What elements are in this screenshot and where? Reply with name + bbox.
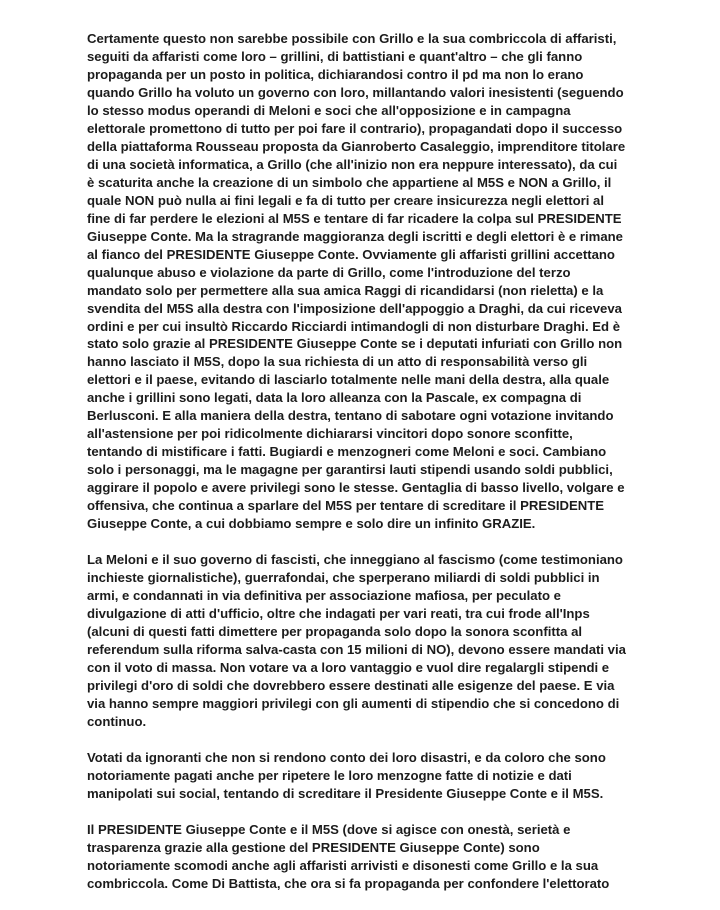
- text-line: anche i grillini sono legati, data la loro alleanza con la Pascale, ex compagna di: [87, 390, 582, 406]
- text-line: trasparenza grazie alla gestione del PRESIDENTE Giuseppe Conte) sono: [87, 839, 540, 855]
- text-line: tentando di mistificare i fatti. Bugiardi e menzogneri come Meloni e soci. Cambiano: [87, 444, 607, 460]
- text-line: Giuseppe Conte. Ma la stragrande maggioranza degli iscritti e degli elettori è e rimane: [87, 228, 623, 244]
- text-line: propaganda per un posto in politica, dichiarandosi contro il pd ma non lo erano: [87, 66, 584, 82]
- text-line: notoriamente pagati anche per ripetere le loro menzogne fatte di notizie e dati: [87, 767, 572, 783]
- text-line: lo stesso modus operandi di Meloni e soci che all'opposizione e in campagna: [87, 102, 571, 118]
- text-line: seguiti da affaristi come loro – grillini, di battistiani e quant'altro – che gli fanno: [87, 48, 583, 64]
- text-line: La Meloni e il suo governo di fascisti, che inneggiano al fascismo (come testimoniano: [87, 552, 623, 568]
- text-line: via hanno sempre maggiori privilegi con gli aumenti di stipendio che si concedono di: [87, 695, 620, 711]
- text-line: (alcuni di questi fatti dimettere per propaganda solo dopo la sonora sconfitta al: [87, 623, 583, 639]
- text-line: elettori e il paese, evitando di lasciarlo totalmente nelle mani della destra, alla quale: [87, 372, 610, 388]
- text-line: inchieste giornalistiche), guerrafondai, che sperperano miliardi di soldi pubblici in: [87, 570, 600, 586]
- paragraph-2: [87, 551, 639, 731]
- text-line: Il PRESIDENTE Giuseppe Conte e il M5S (dove si agisce con onestà, serietà e: [87, 821, 571, 837]
- text-line: continuo.: [87, 713, 147, 729]
- text-line: aggirare il popolo e avere privilegi sono le stesse. Gentaglia di basso livello, volgare e: [87, 480, 625, 496]
- document-body: [87, 30, 639, 910]
- text-line: mandato solo per permettere alla sua amica Raggi di ricandidarsi (non rieletta) e la: [87, 282, 604, 298]
- text-line: di una società informatica, a Grillo (che all'inizio non era neppure interessato), da cui: [87, 156, 618, 172]
- text-line: con il voto di massa. Non votare va a loro vantaggio e vuol dire regalargli stipendi e: [87, 659, 610, 675]
- text-line: combriccola. Come Di Battista, che ora si fa propaganda per confondere l'elettorato: [87, 875, 610, 891]
- text-line: della piattaforma Rousseau proposta da Gianroberto Casaleggio, imprenditore titolare: [87, 138, 626, 154]
- text-line: stato solo grazie al PRESIDENTE Giuseppe Conte se i deputati infuriati con Grillo non: [87, 336, 623, 352]
- text-line: hanno lasciato il M5S, dopo la sua richiesta di un atto di responsabilità verso gli: [87, 354, 588, 370]
- text-line: referendum sulla riforma salva-casta con 15 milioni di NO), devono essere mandati via: [87, 641, 626, 657]
- text-line: fine di far perdere le elezioni al M5S e tentare di far ricadere la colpa sul PRESIDENTE: [87, 210, 622, 226]
- text-line: divulgazione di atti d'ufficio, oltre che indagati per vari reati, tra cui frode all'Inps: [87, 606, 590, 621]
- text-line: al fianco del PRESIDENTE Giuseppe Conte. Ovviamente gli affaristi grillini accettano: [87, 246, 615, 262]
- text-line: armi, e condannati in via definitiva per associazione mafiosa, per peculato e: [87, 588, 561, 604]
- text-line: quando Grillo ha voluto un governo con loro, millantando valori inesistenti (seguendo: [87, 84, 624, 100]
- text-line: Votati da ignoranti che non si rendono conto dei loro disastri, e da coloro che sono: [87, 749, 606, 765]
- text-line: Certamente questo non sarebbe possibile con Grillo e la sua combriccola di affaristi,: [87, 31, 617, 46]
- text-line: elettorale promettono di tutto per poi fare il contrario), propagandati dopo il successo: [87, 120, 623, 136]
- text-line: manipolati sui social, tentando di screditare il Presidente Giuseppe Conte e il M5S.: [87, 785, 604, 801]
- text-line: notoriamente scomodi anche agli affaristi arrivisti e disonesti come Grillo e la sua: [87, 857, 599, 873]
- text-line: ordini e per cui insultò Riccardo Ricciardi intimandogli di non disturbare Draghi. Ed è: [87, 318, 620, 334]
- text-line: qualunque abuso e violazione da parte di Grillo, come l'introduzione del terzo: [87, 264, 571, 280]
- text-line: privilegi d'oro di soldi che dovrebbero essere destinati alle esigenze del paese. E via: [87, 677, 615, 693]
- paragraph-3: [87, 749, 639, 803]
- paragraph-1: [87, 30, 639, 533]
- text-line: è scaturita anche la creazione di un simbolo che appartiene al M5S e NON a Grillo, il: [87, 174, 612, 190]
- text-line: Giuseppe Conte, a cui dobbiamo sempre e solo dire un infinito GRAZIE.: [87, 516, 536, 532]
- text-line: quale NON può nulla ai fini legali e fa di tutto per creare insicurezza negli elettori al: [87, 192, 604, 208]
- text-line: all'astensione per poi ridicolmente dichiararsi vincitori dopo sonore sconfitte,: [87, 426, 573, 442]
- paragraph-4: [87, 821, 639, 893]
- text-line: Berlusconi. E alla maniera della destra, tentano di sabotare ogni votazione invitando: [87, 408, 614, 424]
- text-line: svendita del M5S alla destra con l'imposizione dell'appoggio a Draghi, da cui riceveva: [87, 300, 622, 316]
- text-line: solo i personaggi, ma le magagne per garantirsi lauti stipendi usando soldi pubblici,: [87, 462, 613, 478]
- text-line: offensiva, che continua a sparlare del M5S per tentare di screditare il PRESIDENTE: [87, 498, 605, 514]
